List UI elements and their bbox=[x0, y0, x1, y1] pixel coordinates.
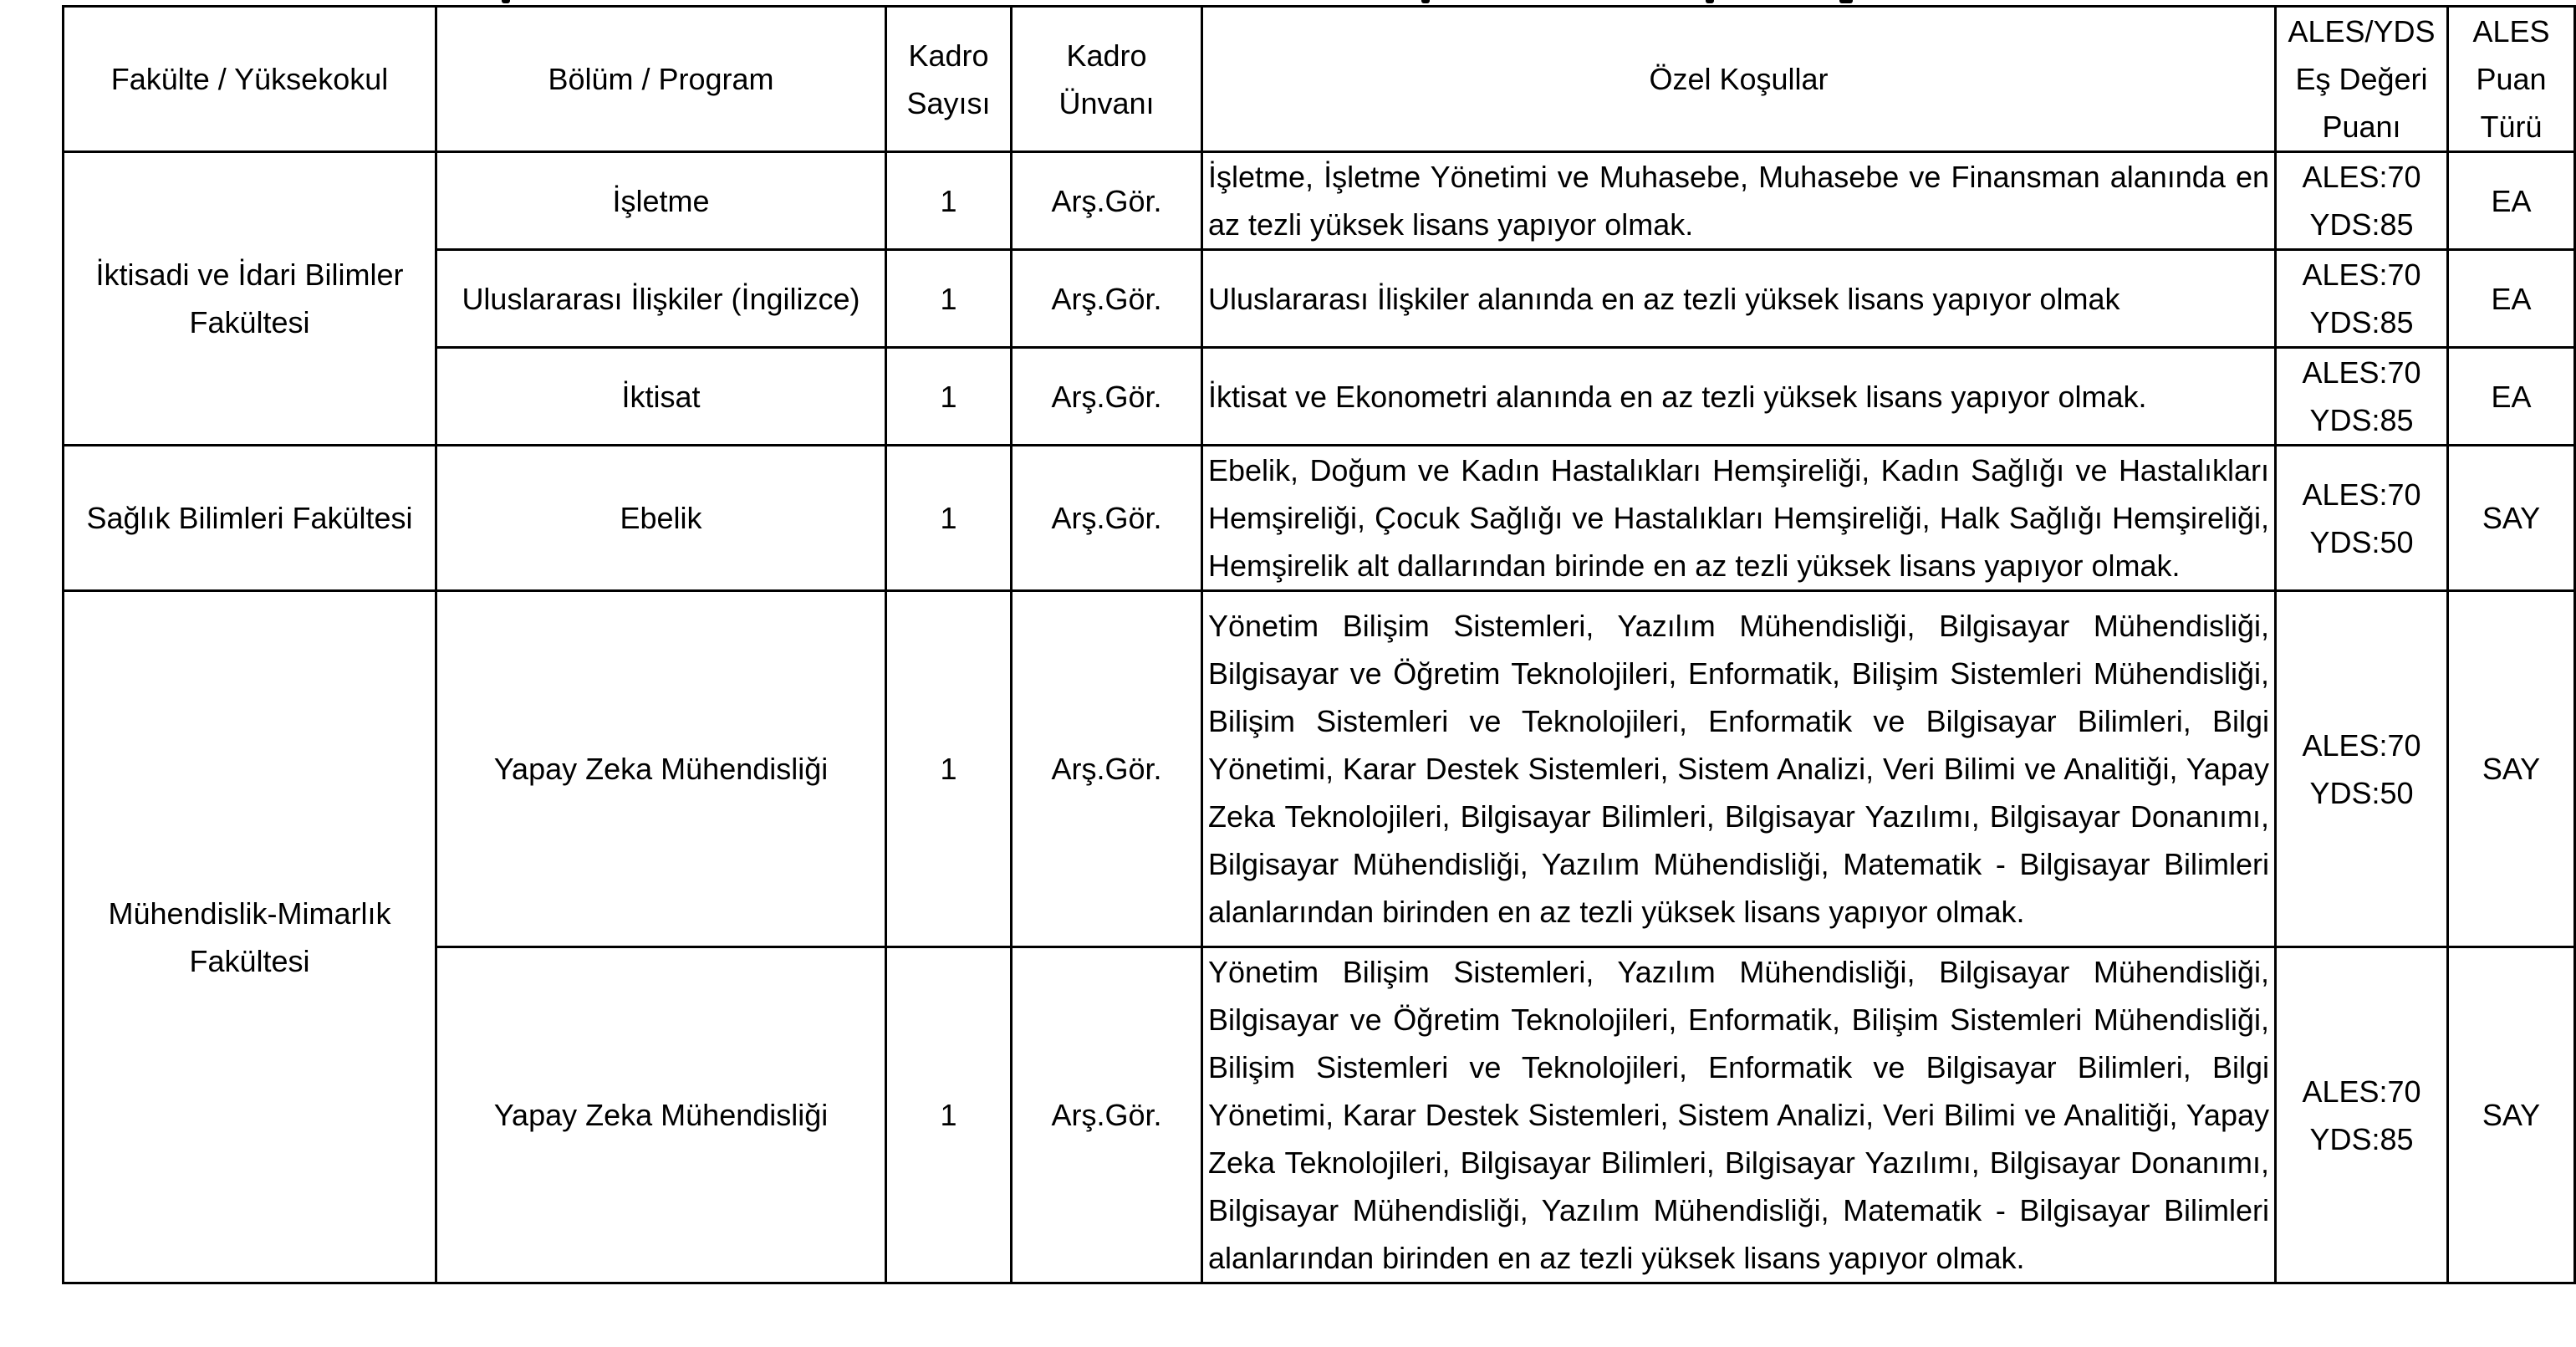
puan-turu-cell: SAY bbox=[2448, 947, 2575, 1283]
bolum-cell: İktisat bbox=[436, 348, 886, 446]
yds-value: YDS:85 bbox=[2309, 207, 2414, 242]
bolum-cell: Yapay Zeka Mühendisliği bbox=[436, 591, 886, 947]
kadro-unvani-cell: Arş.Gör. bbox=[1012, 947, 1202, 1283]
header-ales-yds-line3: Puanı bbox=[2322, 110, 2401, 144]
ales-yds-cell bbox=[2276, 947, 2448, 1283]
faculty-cell-iibf: İktisadi ve İdari Bilimler Fakültesi bbox=[64, 152, 436, 446]
header-ozel-kosullar: Özel Koşullar bbox=[1202, 7, 2276, 152]
table-row bbox=[64, 348, 2575, 446]
ales-value: ALES:70 bbox=[2302, 258, 2421, 292]
header-kadro-sayisi bbox=[886, 7, 1012, 152]
bolum-cell: Uluslararası İlişkiler (İngilizce) bbox=[436, 250, 886, 348]
ales-yds-cell bbox=[2276, 446, 2448, 591]
header-ales-yds bbox=[2276, 7, 2448, 152]
puan-turu-cell: EA bbox=[2448, 348, 2575, 446]
ales-yds-cell bbox=[2276, 250, 2448, 348]
yds-value: YDS:50 bbox=[2309, 524, 2414, 559]
kadro-table bbox=[62, 5, 2576, 1284]
header-kadro-unvani: Kadro Ünvanı bbox=[1012, 7, 1202, 152]
table-row bbox=[64, 446, 2575, 591]
kadro-sayisi-cell: 1 bbox=[886, 947, 1012, 1283]
yds-value: YDS:50 bbox=[2309, 775, 2414, 810]
puan-turu-cell: EA bbox=[2448, 152, 2575, 250]
header-kadro-sayisi-line1: Kadro bbox=[908, 38, 989, 73]
header-puan-turu-line1: ALES bbox=[2472, 14, 2550, 48]
kadro-sayisi-cell: 1 bbox=[886, 152, 1012, 250]
ozel-kosul-cell: Uluslararası İlişkiler alanında en az tezli yüksek lisans yapıyor olmak bbox=[1202, 250, 2276, 348]
kadro-sayisi-cell: 1 bbox=[886, 348, 1012, 446]
header-fakulte: Fakülte / Yüksekokul bbox=[64, 7, 436, 152]
table-row bbox=[64, 152, 2575, 250]
ales-value: ALES:70 bbox=[2302, 355, 2421, 390]
bolum-cell: Ebelik bbox=[436, 446, 886, 591]
puan-turu-cell: SAY bbox=[2448, 591, 2575, 947]
ozel-kosul-cell: Yönetim Bilişim Sistemleri, Yazılım Mühendisliği, Bilgisayar Mühendisliği, Bilgisayar ve Öğretim Teknolojileri, Enformatik, Bilişim Sistemleri Mühendisliği, Bilişim Sistemleri ve Teknolojileri, Enformatik ve Bilgisayar Bilimleri, Bilgi Yönetimi, Karar Destek Sistemleri, Sistem Analizi, Veri Bilimi ve Analitiği, Yapay Zeka Teknolojileri, Bilgisayar Bilimleri, Bilgisayar Yazılımı, Bilgisayar Donanımı, Bilgisayar Mühendisliği, Yazılım Mühendisliği, Matematik - Bilgisayar Bilimleri alanlarından birinden en az tezli yüksek lisans yapıyor olmak. bbox=[1202, 947, 2276, 1283]
yds-value: YDS:85 bbox=[2309, 1121, 2414, 1156]
header-puan-turu-line3: Türü bbox=[2480, 110, 2543, 144]
kadro-unvani-cell: Arş.Gör. bbox=[1012, 250, 1202, 348]
kadro-sayisi-cell: 1 bbox=[886, 591, 1012, 947]
header-kadro-sayisi-line2: Sayısı bbox=[906, 85, 991, 120]
header-puan-turu bbox=[2448, 7, 2575, 152]
header-puan-turu-line2: Puan bbox=[2476, 62, 2547, 96]
kadro-sayisi-cell: 1 bbox=[886, 250, 1012, 348]
faculty-cell-saglik: Sağlık Bilimleri Fakültesi bbox=[64, 446, 436, 591]
ales-value: ALES:70 bbox=[2302, 1074, 2421, 1109]
kadro-unvani-cell: Arş.Gör. bbox=[1012, 446, 1202, 591]
header-row bbox=[64, 7, 2575, 152]
kadro-unvani-cell: Arş.Gör. bbox=[1012, 152, 1202, 250]
yds-value: YDS:85 bbox=[2309, 403, 2414, 437]
bolum-cell: Yapay Zeka Mühendisliği bbox=[436, 947, 886, 1283]
ales-value: ALES:70 bbox=[2302, 727, 2421, 763]
ales-yds-cell bbox=[2276, 348, 2448, 446]
table-row bbox=[64, 591, 2575, 947]
yds-value: YDS:85 bbox=[2309, 305, 2414, 339]
ales-yds-cell bbox=[2276, 591, 2448, 947]
header-ales-yds-line1: ALES/YDS bbox=[2288, 14, 2436, 48]
kadro-unvani-cell: Arş.Gör. bbox=[1012, 591, 1202, 947]
table-row bbox=[64, 250, 2575, 348]
header-bolum: Bölüm / Program bbox=[436, 7, 886, 152]
ales-value: ALES:70 bbox=[2302, 477, 2421, 512]
kadro-sayisi-cell: 1 bbox=[886, 446, 1012, 591]
ales-yds-cell bbox=[2276, 152, 2448, 250]
table-row bbox=[64, 947, 2575, 1283]
ozel-kosul-cell: Ebelik, Doğum ve Kadın Hastalıkları Hemşireliği, Kadın Sağlığı ve Hastalıkları Hemşireliği, Çocuk Sağlığı ve Hastalıkları Hemşireliği, Halk Sağlığı Hemşireliği, Hemşirelik alt dallarından birinde en az tezli yüksek lisans yapıyor olmak. bbox=[1202, 446, 2276, 591]
puan-turu-cell: SAY bbox=[2448, 446, 2575, 591]
header-ales-yds-line2: Eş Değeri bbox=[2295, 62, 2428, 96]
puan-turu-cell: EA bbox=[2448, 250, 2575, 348]
ozel-kosul-cell: Yönetim Bilişim Sistemleri, Yazılım Mühendisliği, Bilgisayar Mühendisliği, Bilgisayar ve Öğretim Teknolojileri, Enformatik, Bilişim Sistemleri Mühendisliği, Bilişim Sistemleri ve Teknolojileri, Enformatik ve Bilgisayar Bilimleri, Bilgi Yönetimi, Karar Destek Sistemleri, Sistem Analizi, Veri Bilimi ve Analitiği, Yapay Zeka Teknolojileri, Bilgisayar Bilimleri, Bilgisayar Yazılımı, Bilgisayar Donanımı, Bilgisayar Mühendisliği, Yazılım Mühendisliği, Matematik - Bilgisayar Bilimleri alanlarından birinden en az tezli yüksek lisans yapıyor olmak. bbox=[1202, 591, 2276, 947]
ales-value: ALES:70 bbox=[2302, 160, 2421, 194]
ozel-kosul-cell: İktisat ve Ekonometri alanında en az tezli yüksek lisans yapıyor olmak. bbox=[1202, 348, 2276, 446]
faculty-cell-muhendislik: Mühendislik-Mimarlık Fakültesi bbox=[64, 591, 436, 1283]
bolum-cell: İşletme bbox=[436, 152, 886, 250]
kadro-unvani-cell: Arş.Gör. bbox=[1012, 348, 1202, 446]
ozel-kosul-cell: İşletme, İşletme Yönetimi ve Muhasebe, Muhasebe ve Finansman alanında en az tezli yüksek lisans yapıyor olmak. bbox=[1202, 152, 2276, 250]
